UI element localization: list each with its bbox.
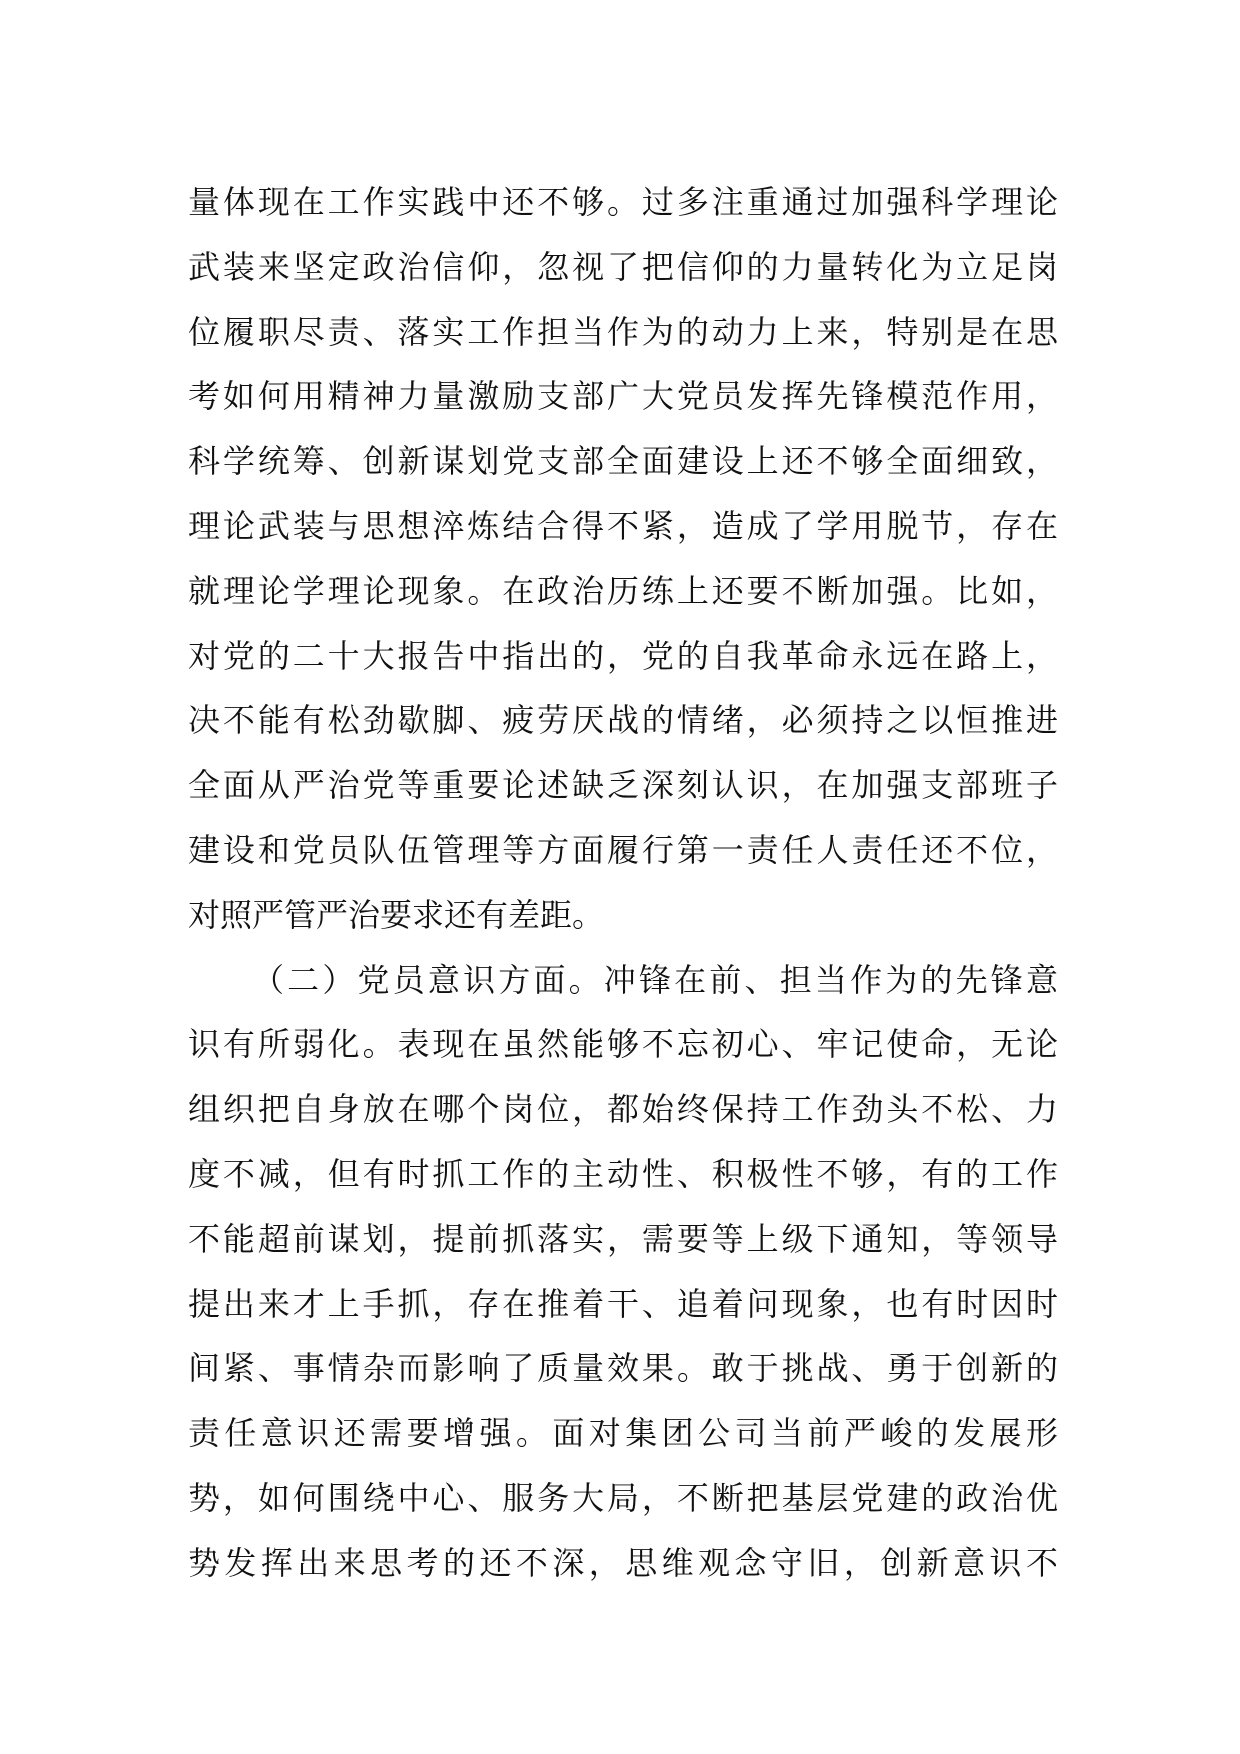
text-line: 势发挥出来思考的还不深，思维观念守旧，创新意识不 (188, 1543, 1058, 1582)
text-line: 不能超前谋划，提前抓落实，需要等上级下通知，等领导 (188, 1219, 1058, 1258)
text-line: 考如何用精神力量激励支部广大党员发挥先锋模范作用， (188, 377, 1058, 416)
text-line: 对照严管严治要求还有差距。 (188, 895, 605, 934)
body-text (188, 170, 1058, 1596)
text-line: 武装来坚定政治信仰，忽视了把信仰的力量转化为立足岗 (188, 247, 1058, 286)
text-line: 决不能有松劲歇脚、疲劳厌战的情绪，必须持之以恒推进 (188, 701, 1058, 740)
text-line: 势，如何围绕中心、服务大局，不断把基层党建的政治优 (188, 1478, 1058, 1517)
text-line: 间紧、事情杂而影响了质量效果。敢于挑战、勇于创新的 (188, 1349, 1058, 1388)
text-line: 识有所弱化。表现在虽然能够不忘初心、牢记使命，无论 (188, 1025, 1058, 1064)
text-line: 理论武装与思想淬炼结合得不紧，造成了学用脱节，存在 (188, 506, 1058, 545)
text-line: 对党的二十大报告中指出的，党的自我革命永远在路上， (188, 636, 1058, 675)
section-heading-line: （二）党员意识方面。冲锋在前、担当作为的先锋意 (252, 960, 1058, 999)
text-line: 位履职尽责、落实工作担当作为的动力上来，特别是在思 (188, 312, 1058, 351)
text-line: 组织把自身放在哪个岗位，都始终保持工作劲头不松、力 (188, 1090, 1058, 1129)
text-line: 全面从严治党等重要论述缺乏深刻认识，在加强支部班子 (188, 766, 1058, 805)
text-line: 就理论学理论现象。在政治历练上还要不断加强。比如， (188, 571, 1058, 610)
text-line: 量体现在工作实践中还不够。过多注重通过加强科学理论 (188, 183, 1058, 221)
text-line: 度不减，但有时抓工作的主动性、积极性不够，有的工作 (188, 1154, 1058, 1193)
text-line: 责任意识还需要增强。面对集团公司当前严峻的发展形 (188, 1414, 1058, 1453)
text-line: 科学统筹、创新谋划党支部全面建设上还不够全面细致， (188, 442, 1058, 481)
text-line: 建设和党员队伍管理等方面履行第一责任人责任还不位， (188, 830, 1058, 869)
text-line: 提出来才上手抓，存在推着干、追着问现象，也有时因时 (188, 1284, 1058, 1323)
